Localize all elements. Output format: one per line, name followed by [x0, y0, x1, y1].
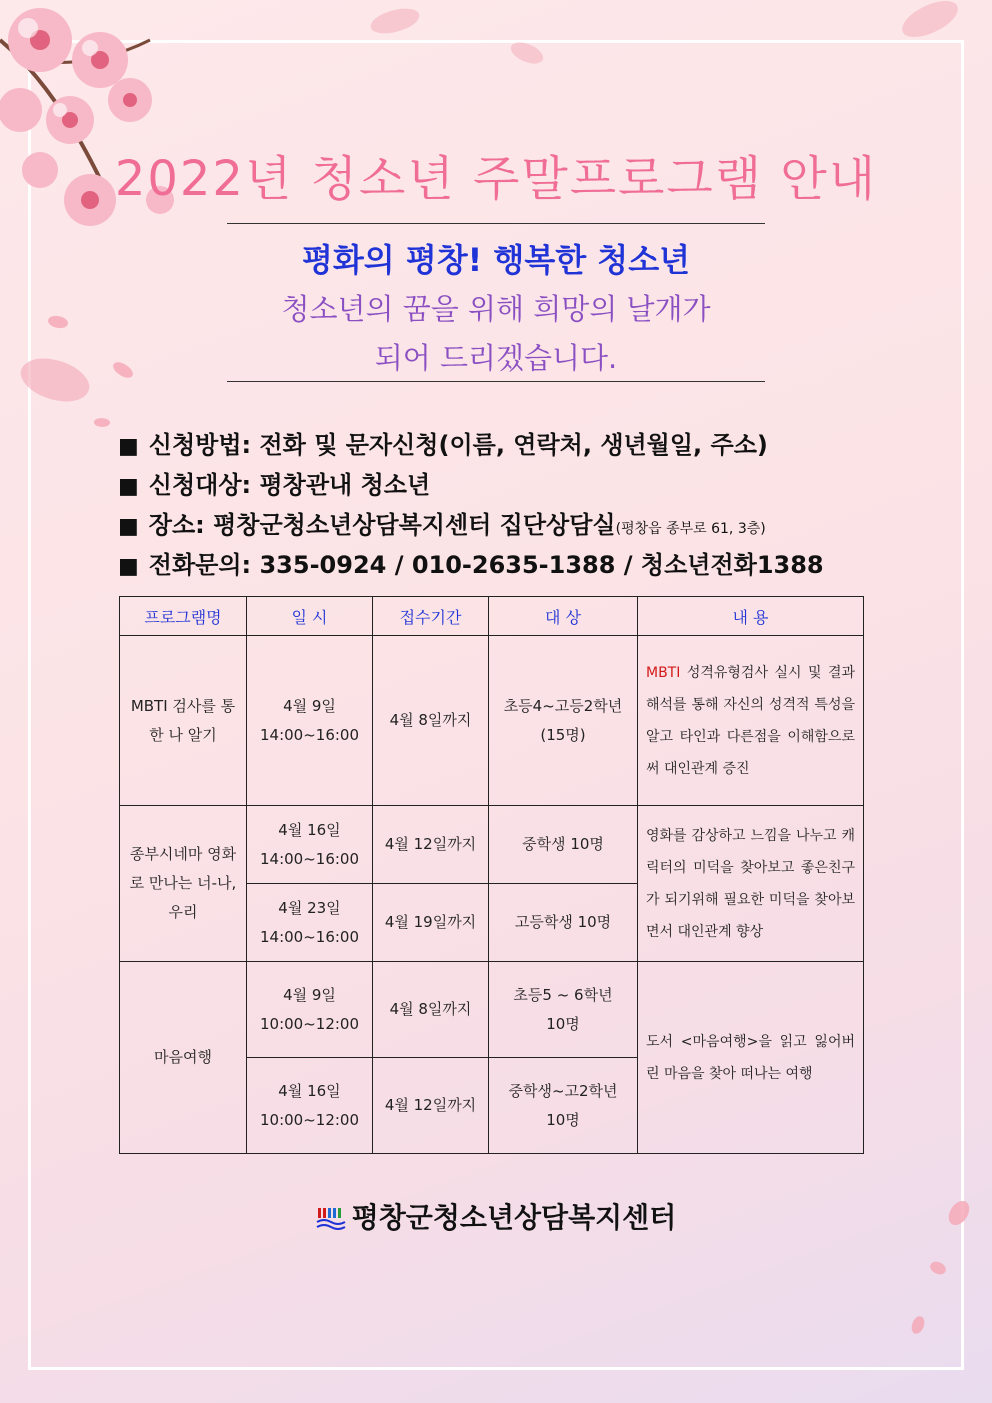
header-program: 프로그램명: [120, 597, 247, 636]
header-datetime: 일 시: [247, 597, 373, 636]
info-target-text: 신청대상: 평창관내 청소년: [148, 471, 431, 499]
subtitle-line-2: 되어 드리겠습니다.: [374, 341, 618, 375]
info-phone: [118, 545, 824, 585]
program-datetime: 4월 16일 10:00~12:00: [247, 1058, 373, 1154]
petal-decoration: [897, 0, 963, 42]
info-method-text: 신청방법: 전화 및 문자신청(이름, 연락처, 생년월일, 주소): [148, 431, 768, 459]
bullet-icon: ■: [118, 514, 139, 539]
info-place: [118, 505, 824, 545]
subtitle-line-1: 청소년의 꿈을 위해 희망의 날개가: [281, 292, 711, 326]
program-deadline: 4월 8일까지: [373, 962, 489, 1058]
divider: [227, 223, 765, 224]
header-target: 대 상: [489, 597, 638, 636]
info-list: [118, 425, 824, 585]
program-deadline: 4월 12일까지: [373, 806, 489, 884]
info-phone-text: 전화문의: 335-0924 / 010-2635-1388 / 청소년전화1388: [148, 551, 824, 579]
table-row: [120, 636, 864, 806]
footer-logo: [0, 1196, 992, 1236]
program-content: MBTI 성격유형검사 실시 및 결과 해석를 통해 자신의 성격적 특성을 알고 타인과 다른점을 이해함으로써 대인관계 증진: [638, 636, 864, 806]
petal-decoration: [368, 6, 421, 36]
header-deadline: 접수기간: [373, 597, 489, 636]
program-target: 초등4~고등2학년 (15명): [489, 636, 638, 806]
bullet-icon: ■: [118, 554, 139, 579]
info-place-detail: (평창읍 종부로 61, 3층): [615, 521, 766, 537]
program-target: 초등5 ~ 6학년 10명: [489, 962, 638, 1058]
slogan: 평화의 평창! 행복한 청소년: [301, 241, 691, 279]
program-content: 도서 <마음여행>을 읽고 잃어버린 마음을 찾아 떠나는 여행: [638, 962, 864, 1154]
program-datetime: 4월 9일 10:00~12:00: [247, 962, 373, 1058]
bullet-icon: ■: [118, 474, 139, 499]
program-deadline: 4월 8일까지: [373, 636, 489, 806]
program-name: MBTI 검사를 통한 나 알기: [120, 636, 247, 806]
footer-org-name: 평창군청소년상담복지센터: [351, 1201, 677, 1234]
program-deadline: 4월 12일까지: [373, 1058, 489, 1154]
program-datetime: 4월 16일 14:00~16:00: [247, 806, 373, 884]
program-content: 영화를 감상하고 느낌을 나누고 캐릭터의 미덕을 찾아보고 좋은친구가 되기위해 필요한 미덕을 찾아보면서 대인관계 향상: [638, 806, 864, 962]
program-name: 마음여행: [120, 962, 247, 1154]
info-place-text: 장소: 평창군청소년상담복지센터 집단상담실: [148, 511, 616, 539]
program-deadline: 4월 19일까지: [373, 884, 489, 962]
info-target: [118, 465, 824, 505]
divider: [227, 381, 765, 382]
program-name: 종부시네마 영화로 만나는 너-나, 우리: [120, 806, 247, 962]
table-header-row: [120, 597, 864, 636]
program-datetime: 4월 9일 14:00~16:00: [247, 636, 373, 806]
table-row: [120, 806, 864, 884]
header-content: 내 용: [638, 597, 864, 636]
table-row: [120, 962, 864, 1058]
bullet-icon: ■: [118, 434, 139, 459]
org-logo-icon: [316, 1206, 346, 1232]
info-method: [118, 425, 824, 465]
page-title: 2022년 청소년 주말프로그램 안내: [114, 151, 878, 207]
program-target: 중학생~고2학년 10명: [489, 1058, 638, 1154]
program-datetime: 4월 23일 14:00~16:00: [247, 884, 373, 962]
program-table: [119, 596, 864, 1154]
program-target: 고등학생 10명: [489, 884, 638, 962]
program-target: 중학생 10명: [489, 806, 638, 884]
